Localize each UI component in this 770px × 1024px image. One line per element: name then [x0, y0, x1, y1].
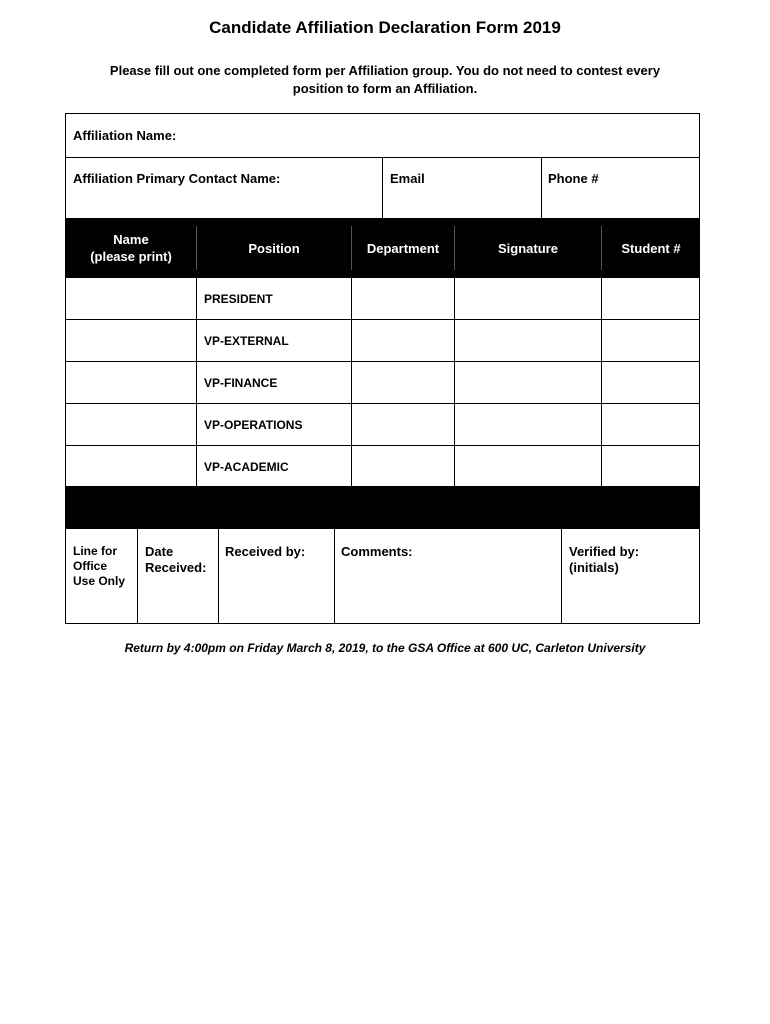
office-use-line2: Office [73, 559, 108, 573]
initials-text: (initials) [569, 560, 619, 575]
office-use-line3: Use Only [73, 574, 126, 588]
column-header-name-sub: (please print) [90, 249, 172, 264]
verified-by-label [569, 544, 639, 576]
comments-label: Comments: [341, 544, 413, 559]
position-label: PRESIDENT [204, 292, 273, 306]
position-label: VP-FINANCE [204, 376, 278, 390]
office-use-label [73, 544, 125, 589]
column-header-signature: Signature [498, 241, 558, 256]
email-label: Email [390, 171, 425, 186]
date-received-field[interactable] [137, 528, 219, 624]
column-header-department: Department [366, 241, 440, 256]
student-number-cell[interactable] [601, 403, 700, 446]
department-cell[interactable] [351, 445, 455, 488]
verified-by-text: Verified by: [569, 544, 640, 559]
student-number-cell[interactable] [601, 277, 700, 320]
verified-by-field[interactable] [561, 528, 700, 624]
signature-cell[interactable] [454, 445, 602, 488]
email-field[interactable] [382, 157, 542, 219]
received-by-label: Received by: [225, 544, 306, 559]
form-title: Candidate Affiliation Declaration Form 2019 [209, 18, 561, 37]
primary-contact-field[interactable] [65, 157, 383, 219]
primary-contact-label: Affiliation Primary Contact Name: [73, 171, 281, 186]
name-cell[interactable] [65, 403, 197, 446]
date-label: Date [145, 544, 174, 559]
office-use-line1: Line for [73, 544, 117, 558]
department-cell[interactable] [351, 361, 455, 404]
phone-field[interactable] [541, 157, 700, 219]
student-number-cell[interactable] [601, 361, 700, 404]
date-received-label [145, 544, 206, 576]
signature-cell[interactable] [454, 361, 602, 404]
position-label: VP-ACADEMIC [204, 460, 289, 474]
column-header-position: Position [248, 241, 300, 256]
column-header-student-number: Student # [621, 241, 681, 256]
signature-cell[interactable] [454, 277, 602, 320]
department-cell[interactable] [351, 277, 455, 320]
received-label: Received: [145, 560, 207, 575]
column-header-name-text: Name [113, 232, 149, 247]
form-instructions: Please fill out one completed form per Affiliation group. You do not need to contest every position to form an Affiliation. [109, 63, 661, 96]
separator-band [65, 486, 700, 529]
student-number-cell[interactable] [601, 319, 700, 362]
phone-label: Phone # [548, 171, 599, 186]
signature-cell[interactable] [454, 403, 602, 446]
position-label: VP-EXTERNAL [204, 334, 289, 348]
comments-field[interactable] [334, 528, 562, 624]
signature-cell[interactable] [454, 319, 602, 362]
column-header-name [66, 231, 196, 265]
received-by-field[interactable] [218, 528, 335, 624]
department-cell[interactable] [351, 319, 455, 362]
name-cell[interactable] [65, 361, 197, 404]
student-number-cell[interactable] [601, 445, 700, 488]
position-label: VP-OPERATIONS [204, 418, 303, 432]
department-cell[interactable] [351, 403, 455, 446]
return-instructions: Return by 4:00pm on Friday March 8, 2019, to the GSA Office at 600 UC, Carleton University [124, 641, 646, 655]
affiliation-name-label: Affiliation Name: [73, 128, 177, 143]
name-cell[interactable] [65, 319, 197, 362]
name-cell[interactable] [65, 445, 197, 488]
name-cell[interactable] [65, 277, 197, 320]
